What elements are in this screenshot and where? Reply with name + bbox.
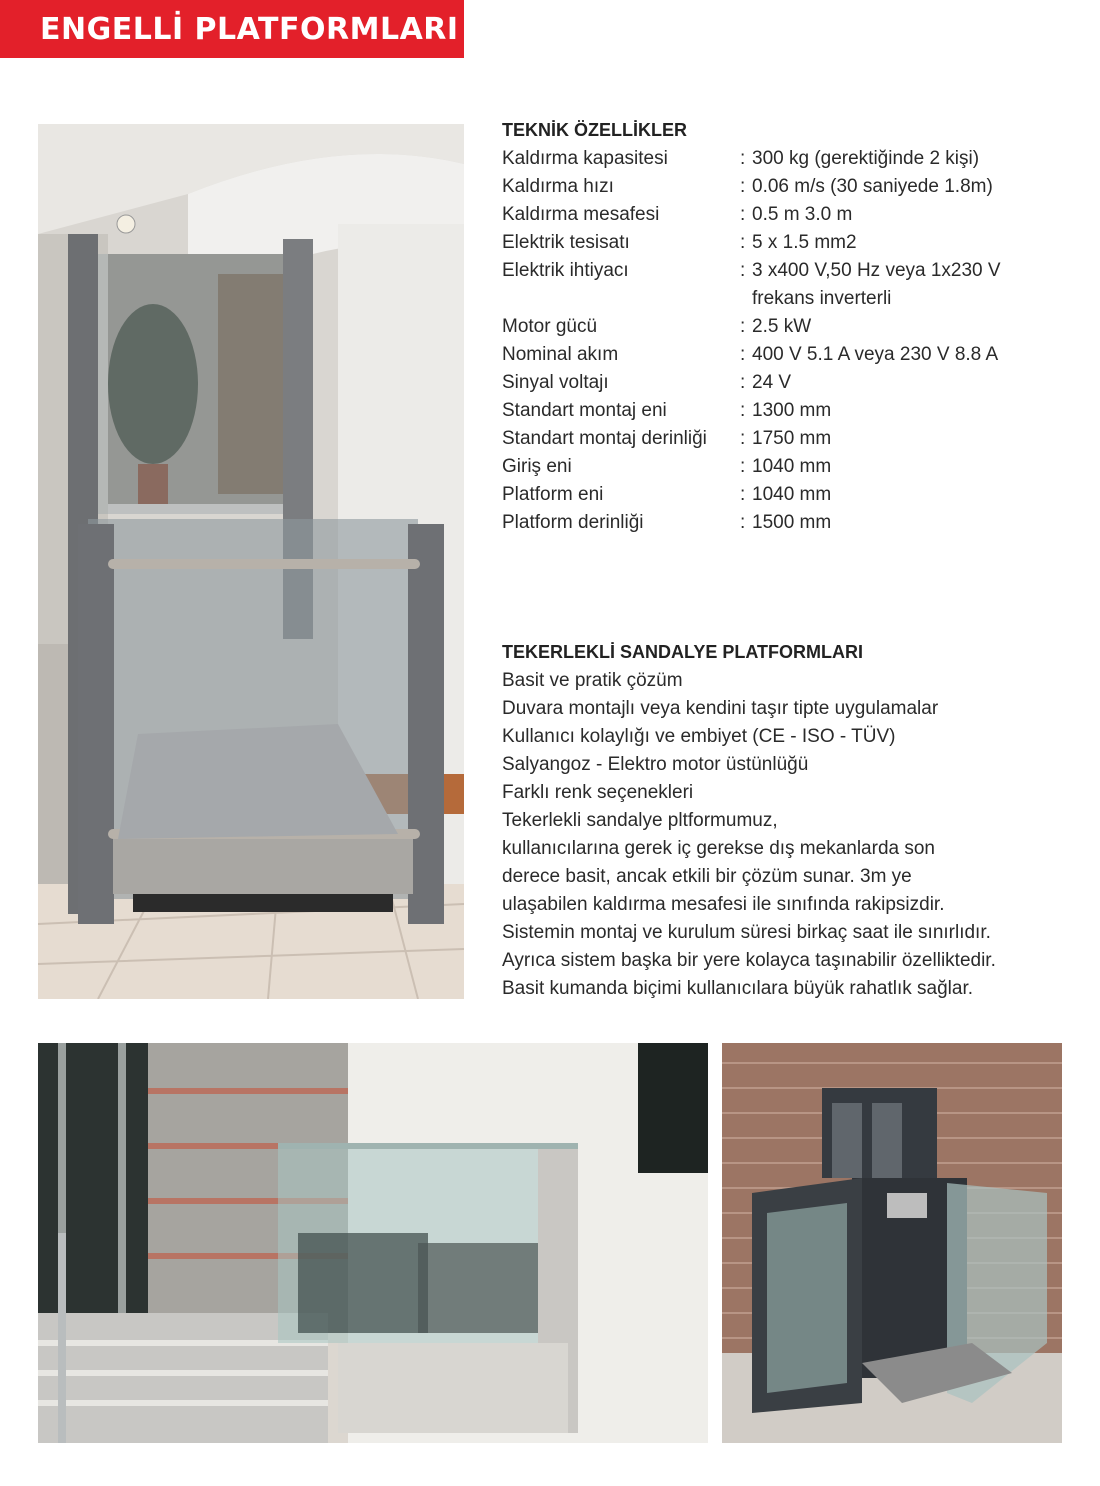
spec-row: Motor gücü : 2.5 kW (502, 313, 1062, 341)
spec-value: 1040 mm (752, 484, 832, 505)
spec-row: Kaldırma hızı : 0.06 m/s (30 saniyede 1.8m) (502, 173, 1062, 201)
page-title: ENGELLİ PLATFORMLARI (40, 11, 459, 47)
spec-row: Kaldırma kapasitesi : 300 kg (gerektiğinde 2 kişi) (502, 145, 1062, 173)
spec-value: 0.06 m/s (30 saniyede 1.8m) (752, 176, 993, 197)
spec-list (502, 145, 1062, 537)
description-line: ulaşabilen kaldırma mesafesi ile sınıfında rakipsizdir. (502, 894, 945, 915)
wheelchair-platforms-section (502, 642, 1072, 1003)
spec-label: Standart montaj derinliği (502, 428, 707, 449)
description-line: Duvara montajlı veya kendini taşır tipte uygulamalar (502, 698, 939, 719)
platform-lift-photo-stairs (38, 1043, 708, 1443)
spec-label: Giriş eni (502, 456, 572, 477)
description-line: Salyangoz - Elektro motor üstünlüğü (502, 754, 809, 775)
description-line: Kullanıcı kolaylığı ve embiyet (CE - ISO - TÜV) (502, 726, 896, 747)
spec-value: 3 x400 V,50 Hz veya 1x230 V frekans inverterli (752, 260, 1001, 309)
description-line: derece basit, ancak etkili bir çözüm sunar. 3m ye (502, 866, 912, 887)
spec-label: Elektrik tesisatı (502, 232, 630, 253)
spec-row: Elektrik tesisatı : 5 x 1.5 mm2 (502, 229, 1062, 257)
spec-value: 0.5 m 3.0 m (752, 204, 853, 225)
spec-label: Kaldırma hızı (502, 176, 614, 197)
spec-value: 24 V (752, 372, 792, 393)
spec-row: Standart montaj eni : 1300 mm (502, 397, 1062, 425)
spec-label: Platform eni (502, 484, 604, 505)
platform-lift-photo-indoor (38, 124, 464, 999)
spec-label: Standart montaj eni (502, 400, 667, 421)
spec-value: 1500 mm (752, 512, 832, 533)
spec-value: 2.5 kW (752, 316, 812, 337)
spec-label: Kaldırma kapasitesi (502, 148, 668, 169)
spec-value: 1750 mm (752, 428, 832, 449)
spec-value: 1040 mm (752, 456, 832, 477)
technical-specs (502, 120, 1062, 537)
spec-value: 1300 mm (752, 400, 832, 421)
description-line: Basit kumanda biçimi kullanıcılara büyük rahatlık sağlar. (502, 978, 974, 999)
spec-row: Platform derinliği : 1500 mm (502, 509, 1062, 537)
spec-value: 400 V 5.1 A veya 230 V 8.8 A (752, 344, 999, 365)
description-line: Farklı renk seçenekleri (502, 782, 694, 803)
wheelchair-description (502, 667, 1072, 1003)
spec-row: Elektrik ihtiyacı : 3 x400 V,50 Hz veya 1x230 V frekans inverterli (502, 257, 1062, 313)
specs-title: TEKNİK ÖZELLİKLER (502, 120, 687, 140)
description-line: kullanıcılarına gerek iç gerekse dış mekanlarda son (502, 838, 936, 859)
spec-label: Nominal akım (502, 344, 619, 365)
description-line: Ayrıca sistem başka bir yere kolayca taşınabilir özelliktedir. (502, 950, 996, 971)
spec-label: Platform derinliği (502, 512, 644, 533)
spec-label: Motor gücü (502, 316, 598, 337)
spec-label: Sinyal voltajı (502, 372, 609, 393)
platform-lift-photo-brick (722, 1043, 1062, 1443)
description-line: Tekerlekli sandalye pltformumuz, (502, 810, 778, 831)
spec-label: Kaldırma mesafesi (502, 204, 660, 225)
spec-value: 5 x 1.5 mm2 (752, 232, 857, 253)
spec-row: Nominal akım : 400 V 5.1 A veya 230 V 8.8 A (502, 341, 1062, 369)
spec-row: Sinyal voltajı : 24 V (502, 369, 1062, 397)
spec-row: Kaldırma mesafesi : 0.5 m 3.0 m (502, 201, 1062, 229)
wheelchair-title: TEKERLEKLİ SANDALYE PLATFORMLARI (502, 642, 864, 662)
spec-row: Standart montaj derinliği : 1750 mm (502, 425, 1062, 453)
header-band (0, 0, 464, 58)
spec-row: Platform eni : 1040 mm (502, 481, 1062, 509)
description-line: Sistemin montaj ve kurulum süresi birkaç saat ile sınırlıdır. (502, 922, 991, 943)
spec-label: Elektrik ihtiyacı (502, 260, 629, 281)
spec-row: Giriş eni : 1040 mm (502, 453, 1062, 481)
spec-value: 300 kg (gerektiğinde 2 kişi) (752, 148, 980, 169)
description-line: Basit ve pratik çözüm (502, 670, 683, 691)
